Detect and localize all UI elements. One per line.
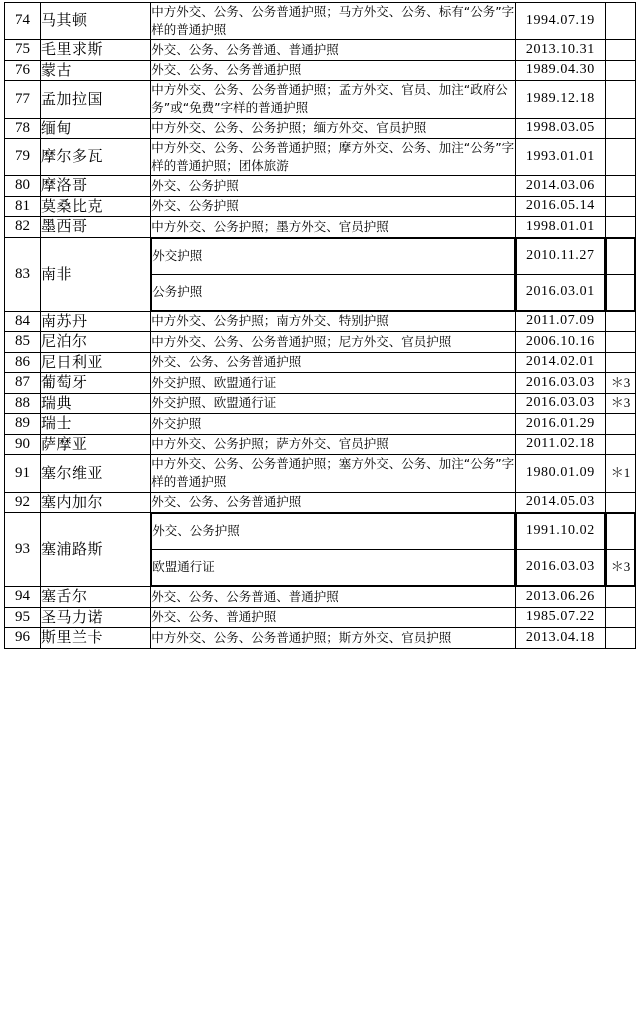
- country-name: 斯里兰卡: [41, 628, 151, 649]
- remark: [605, 332, 635, 353]
- passport-types: 外交、公务、公务普通、普通护照: [151, 587, 516, 608]
- country-name: 摩洛哥: [41, 176, 151, 197]
- row-number: 81: [5, 196, 41, 217]
- row-number: 84: [5, 311, 41, 332]
- remark: [605, 352, 635, 373]
- country-name: 尼泊尔: [41, 332, 151, 353]
- row-number: 89: [5, 414, 41, 435]
- passport-types: 中方外交、公务护照；南方外交、特别护照: [151, 311, 516, 332]
- effective-date: 2013.06.26: [515, 587, 605, 608]
- table-row: [5, 332, 636, 353]
- passport-types: 中方外交、公务、公务普通护照；塞方外交、公务、加注“公务”字样的普通护照: [151, 455, 516, 492]
- effective-date: 2006.10.16: [515, 332, 605, 353]
- effective-date: 1989.12.18: [515, 81, 605, 118]
- row-number: 83: [5, 237, 41, 311]
- country-name: 摩尔多瓦: [41, 139, 151, 176]
- row-number: 78: [5, 118, 41, 139]
- table-row: [5, 176, 636, 197]
- remark: [605, 176, 635, 197]
- passport-types: 外交护照、欧盟通行证: [151, 393, 516, 414]
- table-row: [5, 352, 636, 373]
- remark: [605, 40, 635, 61]
- table-row: [5, 217, 636, 238]
- passport-types: 外交护照: [151, 414, 516, 435]
- passport-types: 中方外交、公务护照；墨方外交、官员护照: [151, 217, 516, 238]
- row-number: 93: [5, 513, 41, 587]
- country-name: 马其顿: [41, 3, 151, 40]
- country-name: 尼日利亚: [41, 352, 151, 373]
- remark: [605, 311, 635, 332]
- remark: [605, 628, 635, 649]
- effective-date: 1998.03.05: [515, 118, 605, 139]
- row-number: 76: [5, 60, 41, 81]
- effective-date: 1985.07.22: [515, 607, 605, 628]
- effective-date-group: [515, 237, 605, 311]
- passport-types-group: [151, 237, 516, 311]
- remark: ＊3: [605, 373, 635, 394]
- table-row: [5, 492, 636, 513]
- effective-date: 2014.03.06: [515, 176, 605, 197]
- passport-types-group: [151, 513, 516, 587]
- passport-types: 中方外交、公务护照；萨方外交、官员护照: [151, 434, 516, 455]
- country-name: 瑞士: [41, 414, 151, 435]
- passport-types: 中方外交、公务、公务普通护照；摩方外交、公务、加注“公务”字样的普通护照；团体旅游: [151, 139, 516, 176]
- passport-types: 外交护照: [152, 238, 515, 274]
- effective-date: 2011.02.18: [515, 434, 605, 455]
- table-row-split: [5, 237, 636, 311]
- passport-types: 中方外交、公务、公务普通护照；斯方外交、官员护照: [151, 628, 516, 649]
- table-row-split: [5, 513, 636, 587]
- remark: [605, 139, 635, 176]
- passport-types: 中方外交、公务、公务普通护照；马方外交、公务、标有“公务”字样的普通护照: [151, 3, 516, 40]
- table-row: [5, 414, 636, 435]
- country-name: 缅甸: [41, 118, 151, 139]
- passport-types: 中方外交、公务、公务护照；缅方外交、官员护照: [151, 118, 516, 139]
- table-row: [5, 311, 636, 332]
- effective-date: 2016.03.03: [515, 393, 605, 414]
- table-row: [5, 139, 636, 176]
- passport-types: 外交、公务、公务普通护照: [151, 492, 516, 513]
- passport-types: 中方外交、公务、公务普通护照；孟方外交、官员、加注“政府公务”或“免费”字样的普通护照: [151, 81, 516, 118]
- country-name: 莫桑比克: [41, 196, 151, 217]
- row-number: 75: [5, 40, 41, 61]
- table-row: [5, 393, 636, 414]
- row-number: 85: [5, 332, 41, 353]
- row-number: 80: [5, 176, 41, 197]
- remark: [605, 414, 635, 435]
- country-name: 南非: [41, 237, 151, 311]
- remark: [605, 434, 635, 455]
- row-number: 92: [5, 492, 41, 513]
- row-number: 79: [5, 139, 41, 176]
- table-row: [5, 607, 636, 628]
- effective-date: 2010.11.27: [516, 238, 604, 274]
- remark: ＊3: [605, 393, 635, 414]
- passport-types: 外交、公务、公务普通护照: [151, 352, 516, 373]
- remark: [605, 492, 635, 513]
- country-name: 孟加拉国: [41, 81, 151, 118]
- country-name: 塞内加尔: [41, 492, 151, 513]
- country-name: 塞浦路斯: [41, 513, 151, 587]
- effective-date: 2013.10.31: [515, 40, 605, 61]
- remark: [605, 3, 635, 40]
- effective-date: 2016.03.01: [516, 274, 604, 310]
- passport-types: 外交、公务护照: [151, 176, 516, 197]
- remark: ＊1: [605, 455, 635, 492]
- row-number: 94: [5, 587, 41, 608]
- table-row: [5, 434, 636, 455]
- table-row: [5, 628, 636, 649]
- remark: [605, 60, 635, 81]
- passport-types: 欧盟通行证: [152, 550, 515, 586]
- effective-date: 1991.10.02: [516, 514, 604, 550]
- row-number: 87: [5, 373, 41, 394]
- remark: [605, 217, 635, 238]
- country-name: 圣马力诺: [41, 607, 151, 628]
- remark: [605, 196, 635, 217]
- remark-group: [605, 513, 635, 587]
- remark: [605, 607, 635, 628]
- remark: [605, 81, 635, 118]
- passport-types: 外交、公务护照: [152, 514, 515, 550]
- effective-date: 1994.07.19: [515, 3, 605, 40]
- effective-date: 2016.01.29: [515, 414, 605, 435]
- country-name: 蒙古: [41, 60, 151, 81]
- table-row: [5, 40, 636, 61]
- remark: [605, 118, 635, 139]
- row-number: 74: [5, 3, 41, 40]
- table-row: [5, 373, 636, 394]
- passport-types: 外交、公务、公务普通、普通护照: [151, 40, 516, 61]
- effective-date: 2014.05.03: [515, 492, 605, 513]
- passport-types: 外交护照、欧盟通行证: [151, 373, 516, 394]
- country-name: 毛里求斯: [41, 40, 151, 61]
- remark: [606, 238, 634, 274]
- country-name: 南苏丹: [41, 311, 151, 332]
- table-row: [5, 81, 636, 118]
- passport-types: 外交、公务、公务普通护照: [151, 60, 516, 81]
- country-name: 塞舌尔: [41, 587, 151, 608]
- country-name: 墨西哥: [41, 217, 151, 238]
- effective-date: 2016.05.14: [515, 196, 605, 217]
- row-number: 82: [5, 217, 41, 238]
- remark-group: [605, 237, 635, 311]
- remark: [605, 587, 635, 608]
- effective-date: 2016.03.03: [516, 550, 604, 586]
- effective-date: 1989.04.30: [515, 60, 605, 81]
- row-number: 90: [5, 434, 41, 455]
- row-number: 77: [5, 81, 41, 118]
- row-number: 91: [5, 455, 41, 492]
- passport-types: 外交、公务、普通护照: [151, 607, 516, 628]
- passport-types: 中方外交、公务、公务普通护照；尼方外交、官员护照: [151, 332, 516, 353]
- table-row: [5, 118, 636, 139]
- remark: [606, 514, 634, 550]
- visa-exemption-table: [4, 2, 636, 649]
- country-name: 瑞典: [41, 393, 151, 414]
- row-number: 96: [5, 628, 41, 649]
- country-name: 塞尔维亚: [41, 455, 151, 492]
- remark: [606, 274, 634, 310]
- country-name: 葡萄牙: [41, 373, 151, 394]
- passport-types: 外交、公务护照: [151, 196, 516, 217]
- table-body: [5, 3, 636, 649]
- effective-date: 1993.01.01: [515, 139, 605, 176]
- effective-date: 2013.04.18: [515, 628, 605, 649]
- row-number: 86: [5, 352, 41, 373]
- effective-date-group: [515, 513, 605, 587]
- table-row: [5, 587, 636, 608]
- effective-date: 2014.02.01: [515, 352, 605, 373]
- table-row: [5, 3, 636, 40]
- country-name: 萨摩亚: [41, 434, 151, 455]
- effective-date: 2016.03.03: [515, 373, 605, 394]
- table-row: [5, 60, 636, 81]
- row-number: 88: [5, 393, 41, 414]
- effective-date: 2011.07.09: [515, 311, 605, 332]
- effective-date: 1980.01.09: [515, 455, 605, 492]
- effective-date: 1998.01.01: [515, 217, 605, 238]
- table-row: [5, 455, 636, 492]
- remark: ＊3: [606, 550, 634, 586]
- passport-types: 公务护照: [152, 274, 515, 310]
- row-number: 95: [5, 607, 41, 628]
- table-row: [5, 196, 636, 217]
